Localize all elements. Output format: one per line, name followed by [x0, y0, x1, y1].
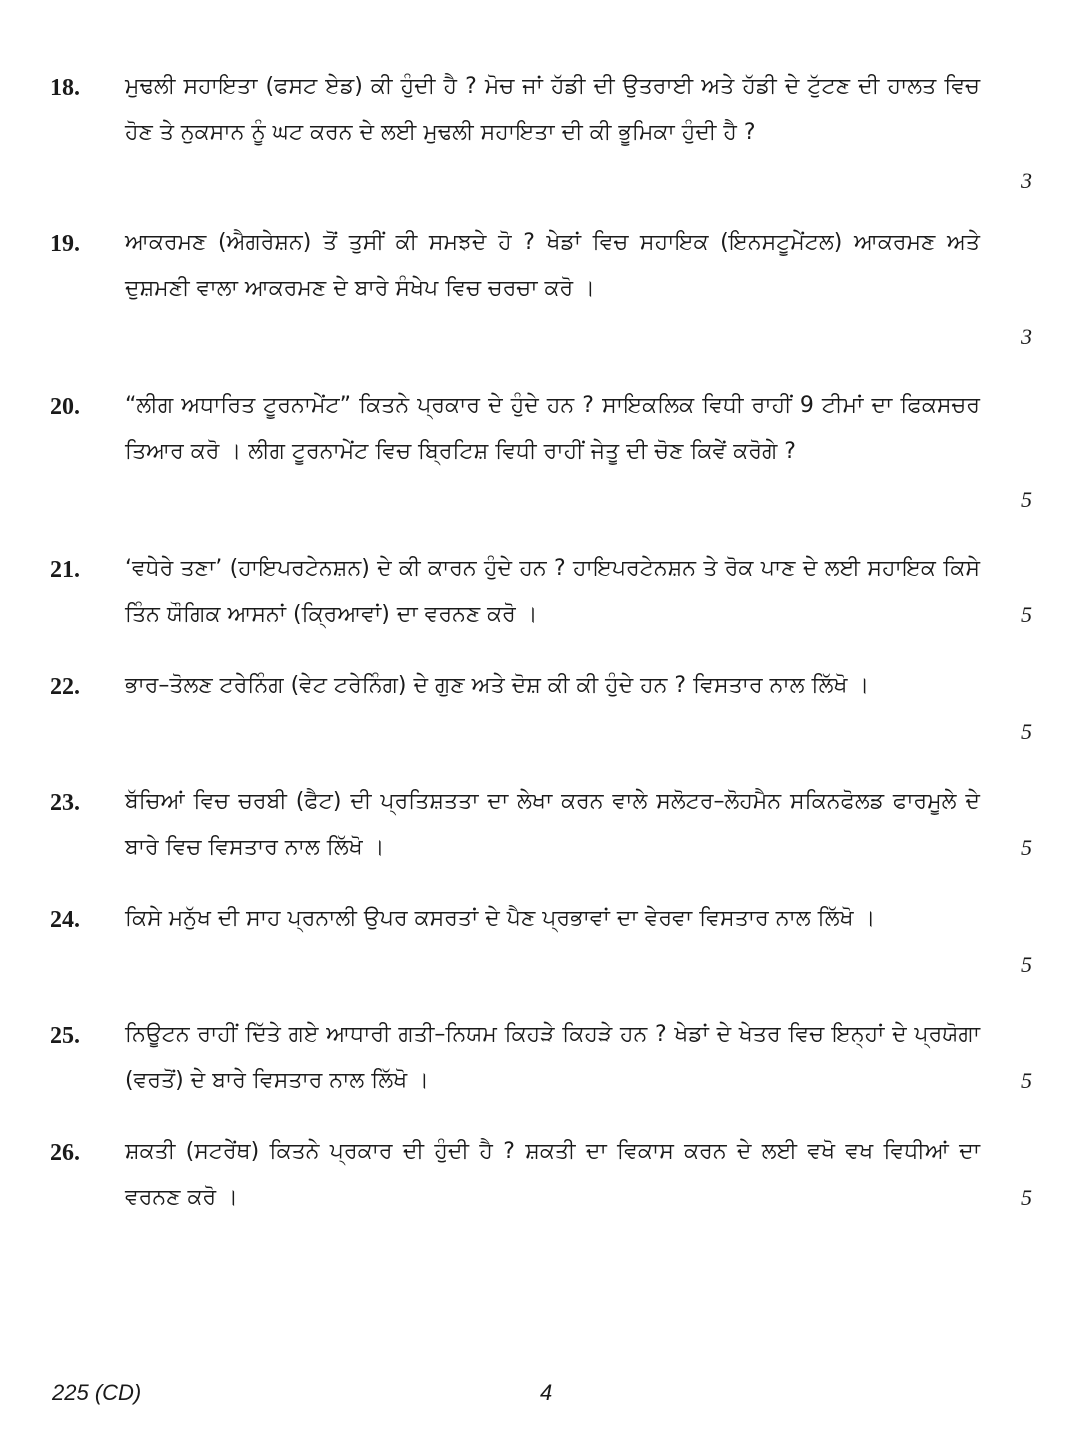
question-number: 25.	[50, 1023, 80, 1049]
question-marks: 5	[1021, 1185, 1032, 1210]
question-marks: 5	[1021, 1068, 1032, 1093]
question-number: 20.	[50, 394, 80, 420]
question-number: 24.	[50, 907, 80, 933]
question-marks: 3	[1021, 324, 1032, 349]
question-text: ਕਿਸੇ ਮਨੁੱਖ ਦੀ ਸਾਹ ਪ੍ਰਨਾਲੀ ਉਪਰ ਕਸਰਤਾਂ ਦੇ ਪੈਣ ਪ੍ਰਭਾਵਾਂ ਦਾ ਵੇਰਵਾ ਵਿਸਤਾਰ ਨਾਲ ਲਿੱਖੋ ।	[125, 906, 876, 931]
question-marks: 5	[1021, 602, 1032, 627]
question-number: 23.	[50, 790, 80, 816]
question-text: “ਲੀਗ ਅਧਾਰਿਤ ਟੂਰਨਾਮੇਂਟ” ਕਿਤਨੇ ਪ੍ਰਕਾਰ ਦੇ ਹੁੰਦੇ ਹਨ ? ਸਾਇਕਲਿਕ ਵਿਧੀ ਰਾਹੀਂ 9 ਟੀਮਾਂ ਦਾ ਫਿਕਸਚਰ ਤਿਆਰ ਕਰੋ । ਲੀਗ ਟੂਰਨਾਮੇਂਟ ਵਿਚ ਬ੍ਰਿਟਿਸ਼ ਵਿਧੀ ਰਾਹੀਂ ਜੇਤੂ ਦੀ ਚੋਣ ਕਿਵੇਂ ਕਰੋਗੇ ?	[125, 393, 980, 464]
question-number: 26.	[50, 1140, 80, 1166]
question-text: ਮੁਢਲੀ ਸਹਾਇਤਾ (ਫਸਟ ਏਡ) ਕੀ ਹੁੰਦੀ ਹੈ ? ਮੋਚ ਜਾਂ ਹੱਡੀ ਦੀ ਉਤਰਾਈ ਅਤੇ ਹੱਡੀ ਦੇ ਟੁੱਟਣ ਦੀ ਹਾਲਤ ਵਿਚ ਹੋਣ ਤੇ ਨੁਕਸਾਨ ਨੂੰ ਘਟ ਕਰਨ ਦੇ ਲਈ ਮੁਢਲੀ ਸਹਾਇਤਾ ਦੀ ਕੀ ਭੂਮਿਕਾ ਹੁੰਦੀ ਹੈ ?	[125, 74, 980, 145]
question-text: ਆਕਰਮਣ (ਐਗਰੇਸ਼ਨ) ਤੋਂ ਤੁਸੀਂ ਕੀ ਸਮਝਦੇ ਹੋ ? ਖੇਡਾਂ ਵਿਚ ਸਹਾਇਕ (ਇਨਸਟੂਮੇਂਟਲ) ਆਕਰਮਣ ਅਤੇ ਦੁਸ਼ਮਣੀ ਵਾਲਾ ਆਕਰਮਣ ਦੇ ਬਾਰੇ ਸੰਖੇਪ ਵਿਚ ਚਰਚਾ ਕਰੋ ।	[125, 230, 980, 301]
question-number: 22.	[50, 674, 80, 700]
question-marks: 5	[1021, 487, 1032, 512]
question-number: 19.	[50, 231, 80, 257]
question-text: ਬੱਚਿਆਂ ਵਿਚ ਚਰਬੀ (ਫੈਟ) ਦੀ ਪ੍ਰਤਿਸ਼ਤਤਾ ਦਾ ਲੇਖਾ ਕਰਨ ਵਾਲੇ ਸਲੋਟਰ–ਲੋਹਮੈਨ ਸਕਿਨਫੋਲਡ ਫਾਰਮੂਲੇ ਦੇ ਬਾਰੇ ਵਿਚ ਵਿਸਤਾਰ ਨਾਲ ਲਿੱਖੋ ।	[125, 789, 980, 860]
question-marks: 5	[1021, 835, 1032, 860]
question-marks: 5	[1021, 952, 1032, 977]
question-number: 18.	[50, 75, 80, 101]
page-number: 4	[540, 1380, 553, 1405]
question-text: ਨਿਊਟਨ ਰਾਹੀਂ ਦਿੱਤੇ ਗਏ ਆਧਾਰੀ ਗਤੀ–ਨਿਯਮ ਕਿਹੜੇ ਕਿਹੜੇ ਹਨ ? ਖੇਡਾਂ ਦੇ ਖੇਤਰ ਵਿਚ ਇਨ੍ਹਾਂ ਦੇ ਪ੍ਰਯੋਗਾ (ਵਰਤੋਂ) ਦੇ ਬਾਰੇ ਵਿਸਤਾਰ ਨਾਲ ਲਿੱਖੋ ।	[125, 1022, 980, 1093]
question-text: ‘ਵਧੇਰੇ ਤਣਾ’ (ਹਾਇਪਰਟੇਨਸ਼ਨ) ਦੇ ਕੀ ਕਾਰਨ ਹੁੰਦੇ ਹਨ ? ਹਾਇਪਰਟੇਨਸ਼ਨ ਤੇ ਰੋਕ ਪਾਣ ਦੇ ਲਈ ਸਹਾਇਕ ਕਿਸੇ ਤਿੰਨ ਯੌਗਿਕ ਆਸਨਾਂ (ਕ੍ਰਿਆਵਾਂ) ਦਾ ਵਰਨਣ ਕਰੋ ।	[125, 556, 980, 627]
question-number: 21.	[50, 557, 80, 583]
paper-code: 225 (CD)	[52, 1380, 142, 1405]
question-marks: 5	[1021, 719, 1032, 744]
question-text: ਸ਼ਕਤੀ (ਸਟਰੇਂਥ) ਕਿਤਨੇ ਪ੍ਰਕਾਰ ਦੀ ਹੁੰਦੀ ਹੈ ? ਸ਼ਕਤੀ ਦਾ ਵਿਕਾਸ ਕਰਨ ਦੇ ਲਈ ਵਖੋ ਵਖ ਵਿਧੀਆਂ ਦਾ ਵਰਨਣ ਕਰੋ ।	[125, 1139, 980, 1210]
question-marks: 3	[1021, 168, 1032, 193]
question-text: ਭਾਰ–ਤੋਲਣ ਟਰੇਨਿੰਗ (ਵੇਟ ਟਰੇਨਿੰਗ) ਦੇ ਗੁਣ ਅਤੇ ਦੋਸ਼ ਕੀ ਕੀ ਹੁੰਦੇ ਹਨ ? ਵਿਸਤਾਰ ਨਾਲ ਲਿੱਖੋ ।	[125, 673, 870, 698]
